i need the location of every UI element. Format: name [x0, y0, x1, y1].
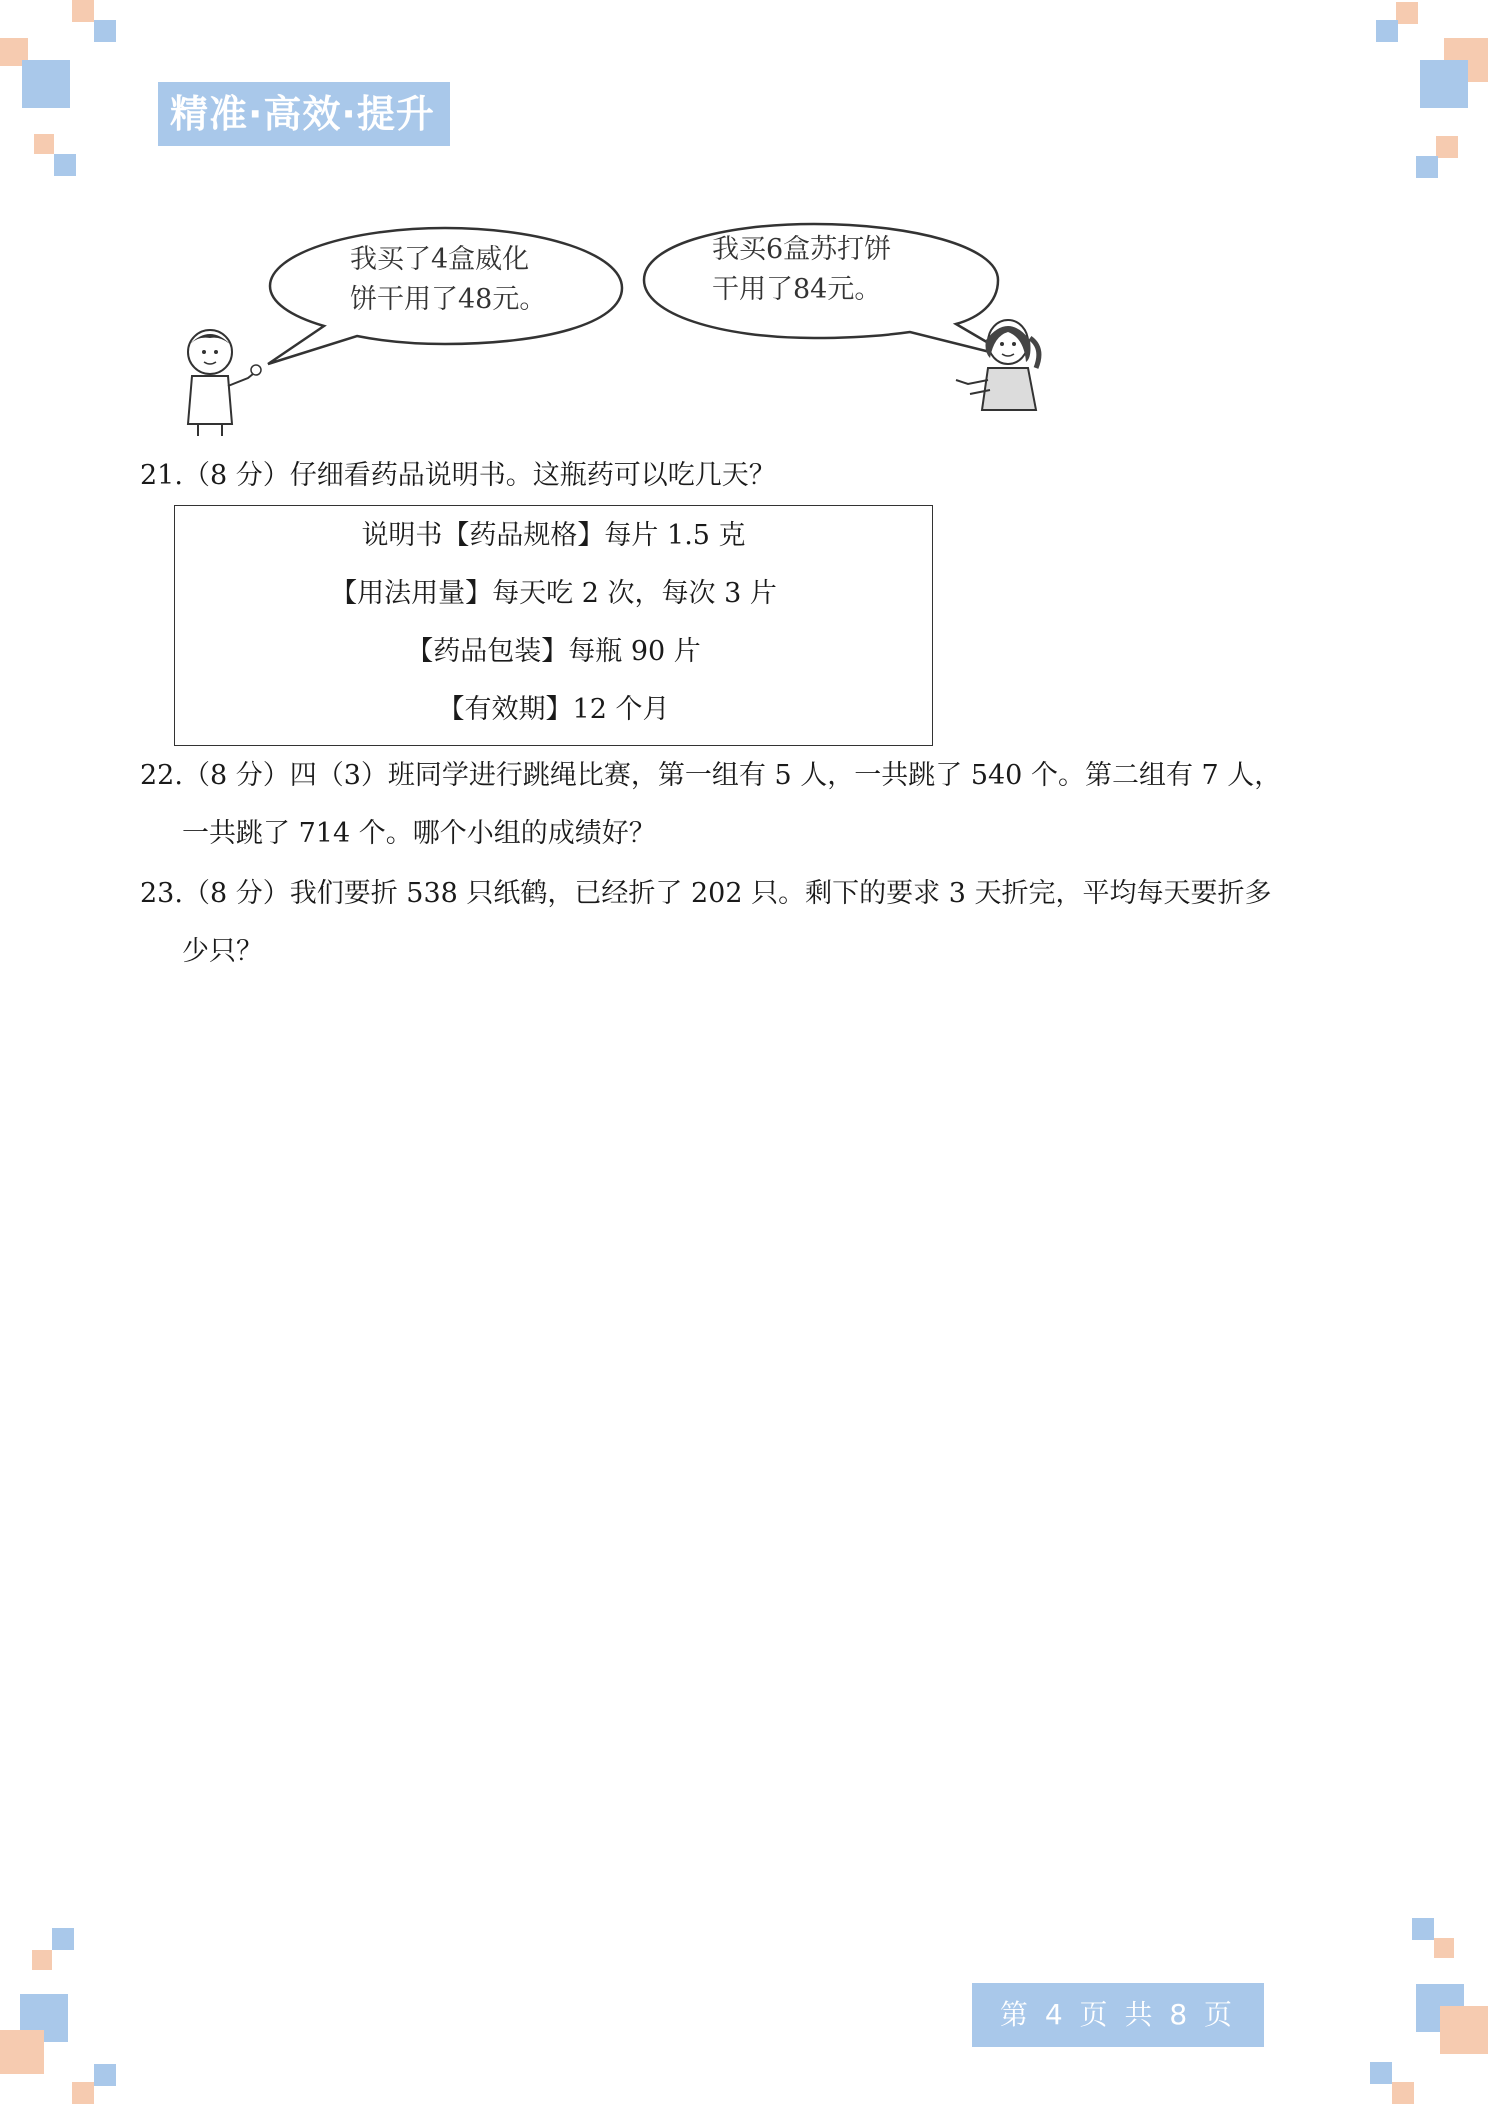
corner-decoration: [1412, 1918, 1434, 1940]
medicine-manual-box: [174, 505, 933, 746]
girl-illustration: [952, 318, 1044, 414]
girl-bubble-text: 我买6盒苏打饼 干用了84元。: [712, 234, 892, 305]
corner-decoration: [94, 20, 116, 42]
manual-line-spec: 说明书【药品规格】每片 1.5 克: [361, 520, 746, 551]
corner-decoration: [54, 154, 76, 176]
question-text-line2: 少只？: [182, 936, 263, 967]
page-number-badge: 第 4 页 共 8 页: [972, 1983, 1264, 2047]
corner-decoration: [72, 0, 94, 22]
question-21: [140, 456, 776, 496]
question-number: 21.: [140, 460, 183, 491]
question-text-line1: 我们要折 538 只纸鹤，已经折了 202 只。剩下的要求 3 天折完，平均每天要折多: [289, 878, 1272, 909]
question-text: 仔细看药品说明书。这瓶药可以吃几天？: [289, 460, 776, 491]
question-23: [140, 874, 1271, 972]
question-text-line1: 四（3）班同学进行跳绳比赛，第一组有 5 人，一共跳了 540 个。第二组有 7 人，: [289, 760, 1282, 791]
question-points: （8 分）: [182, 760, 290, 791]
corner-decoration: [72, 2082, 94, 2104]
corner-decoration: [1436, 136, 1458, 158]
manual-line-validity: 【有效期】12 个月: [437, 694, 670, 725]
corner-decoration: [1440, 2006, 1488, 2054]
question-points: （8 分）: [182, 460, 290, 491]
question-points: （8 分）: [182, 878, 290, 909]
corner-decoration: [1370, 2062, 1392, 2084]
question-text-line2: 一共跳了 714 个。哪个小组的成绩好？: [182, 818, 656, 849]
question-number: 23.: [140, 878, 183, 909]
question-22: [140, 756, 1281, 854]
question-number: 22.: [140, 760, 183, 791]
corner-decoration: [32, 1950, 52, 1970]
corner-decoration: [1434, 1938, 1454, 1958]
brand-banner: 精准·高效·提升: [158, 82, 450, 146]
corner-decoration: [1376, 20, 1398, 42]
corner-decoration: [1392, 2082, 1414, 2104]
corner-decoration: [0, 2030, 44, 2074]
boy-illustration: [178, 328, 264, 438]
corner-decoration: [1420, 60, 1468, 108]
corner-decoration: [22, 60, 70, 108]
manual-line-package: 【药品包装】每瓶 90 片: [406, 636, 701, 667]
corner-decoration: [34, 134, 54, 154]
corner-decoration: [1416, 156, 1438, 178]
corner-decoration: [94, 2064, 116, 2086]
boy-bubble-text: 我买了4盒威化 饼干用了48元。: [350, 244, 547, 315]
corner-decoration: [1396, 2, 1418, 24]
corner-decoration: [52, 1928, 74, 1950]
manual-line-dosage: 【用法用量】每天吃 2 次，每次 3 片: [330, 578, 777, 609]
